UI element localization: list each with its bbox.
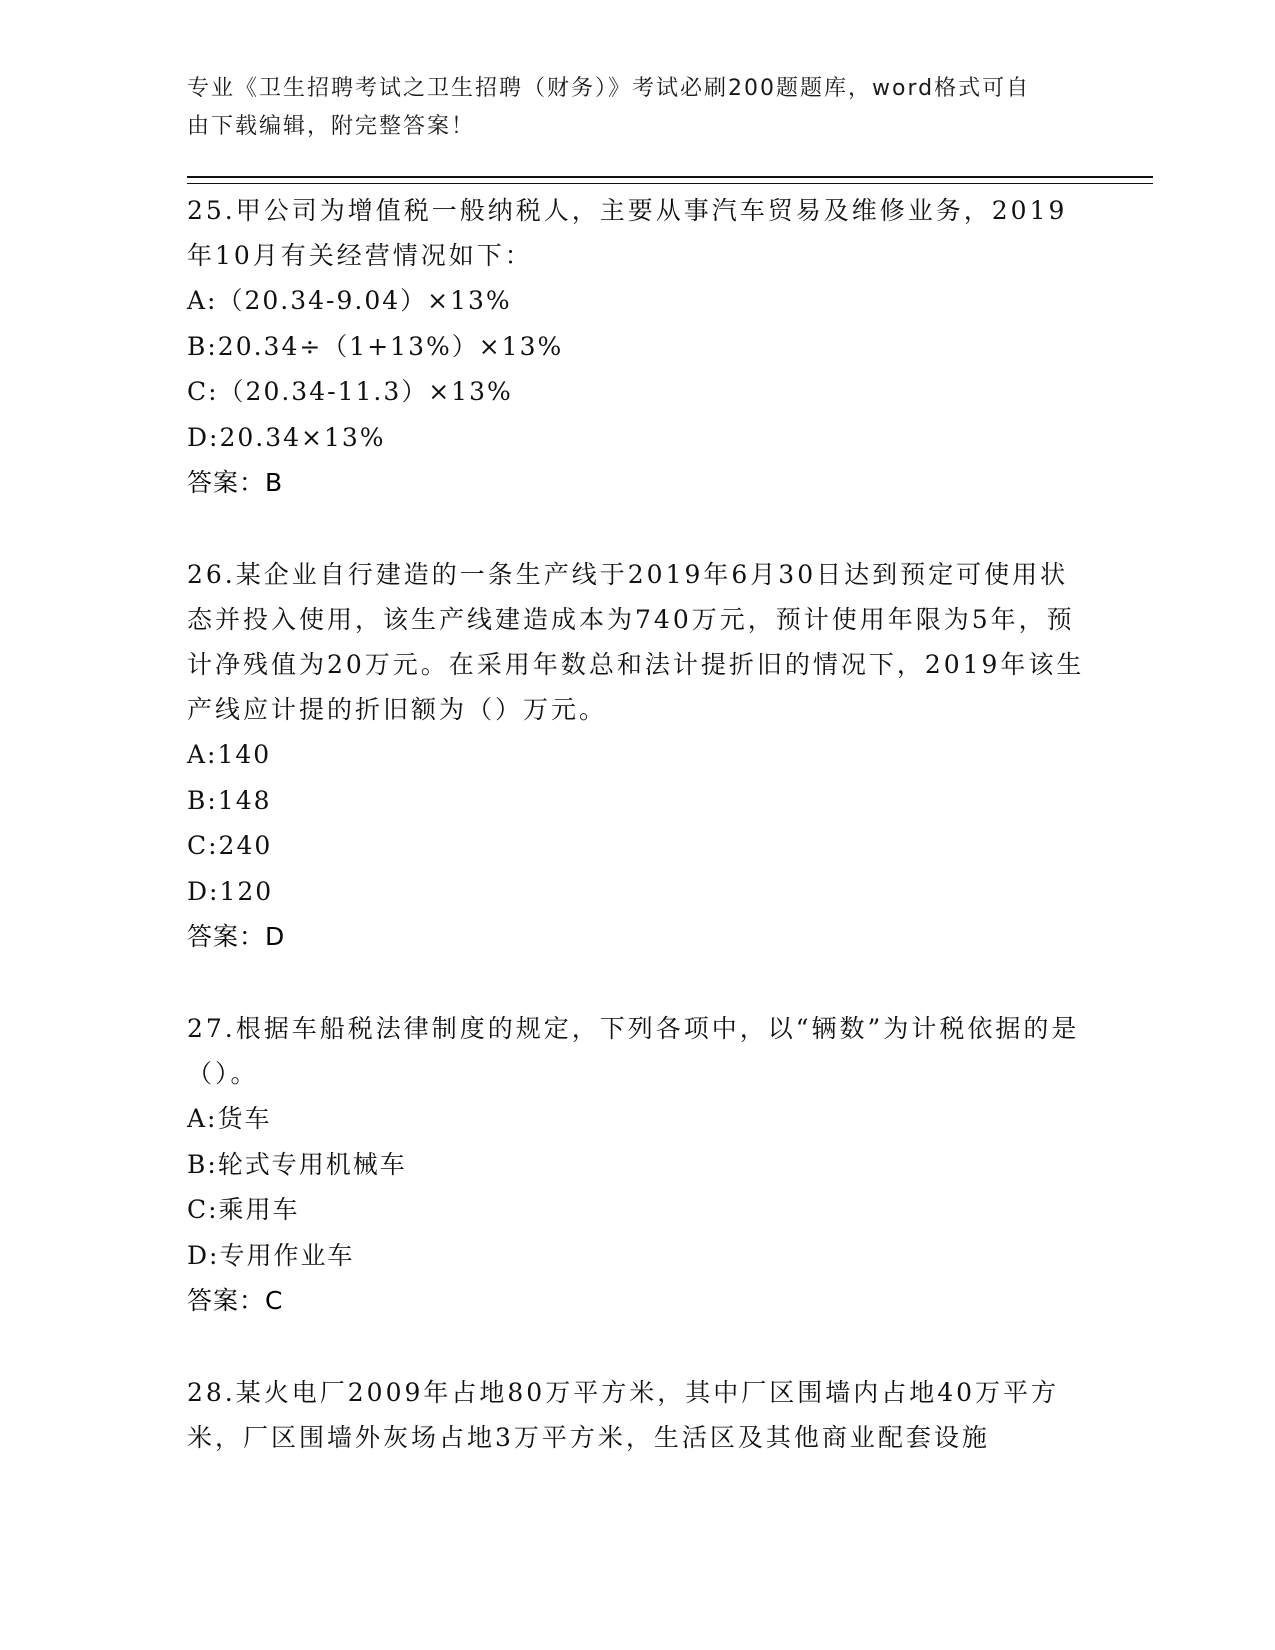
option-c: C:（20.34-11.3）×13% xyxy=(187,377,513,406)
option-d: D:120 xyxy=(187,876,274,906)
option-c: C:240 xyxy=(187,831,273,860)
option-a: A:货车 xyxy=(187,1104,272,1133)
answer-label: 答案：C xyxy=(187,1286,284,1315)
document-header xyxy=(187,70,1087,146)
question-text: 27.根据车船税法律制度的规定，下列各项中，以“辆数”为计税依据的是（）。 xyxy=(187,1014,1080,1088)
option-b: B:20.34÷（1+13%）×13% xyxy=(187,331,564,361)
option-d: D:专用作业车 xyxy=(187,1240,355,1270)
question-list xyxy=(187,188,1087,1507)
option-c: C:乘用车 xyxy=(187,1195,300,1224)
option-a: A:140 xyxy=(187,740,272,769)
question-text: 28.某火电厂2009年占地80万平方米，其中厂区围墙内占地40万平方米，厂区围墙外灰场占地3万平方米，生活区及其他商业配套设施 xyxy=(187,1378,1060,1452)
option-b: B:148 xyxy=(187,785,272,815)
question-28 xyxy=(187,1370,1087,1460)
option-d: D:20.34×13% xyxy=(187,422,386,452)
option-b: B:轮式专用机械车 xyxy=(187,1149,407,1179)
question-text: 25.甲公司为增值税一般纳税人，主要从事汽车贸易及维修业务，2019年10月有关经营情况如下： xyxy=(187,196,1068,270)
question-25 xyxy=(187,188,1087,505)
question-text: 26.某企业自行建造的一条生产线于2019年6月30日达到预定可使用状态并投入使用，该生产线建造成本为740万元，预计使用年限为5年，预计净残值为20万元。在采用年数总和法计提折旧的情况下，2019年该生产线应计提的折旧额为（）万元。 xyxy=(187,560,1085,724)
header-divider-thin xyxy=(187,183,1153,184)
question-26 xyxy=(187,552,1087,959)
question-27 xyxy=(187,1006,1087,1323)
answer-label: 答案：B xyxy=(187,468,284,497)
answer-label: 答案：D xyxy=(187,922,286,951)
header-line-1: 专业《卫生招聘考试之卫生招聘（财务）》考试必刷200题题库，word格式可自 xyxy=(187,76,1031,101)
header-line-2: 由下载编辑，附完整答案！ xyxy=(187,114,476,139)
header-divider-thick xyxy=(187,176,1153,178)
option-a: A:（20.34-9.04）×13% xyxy=(187,286,512,315)
